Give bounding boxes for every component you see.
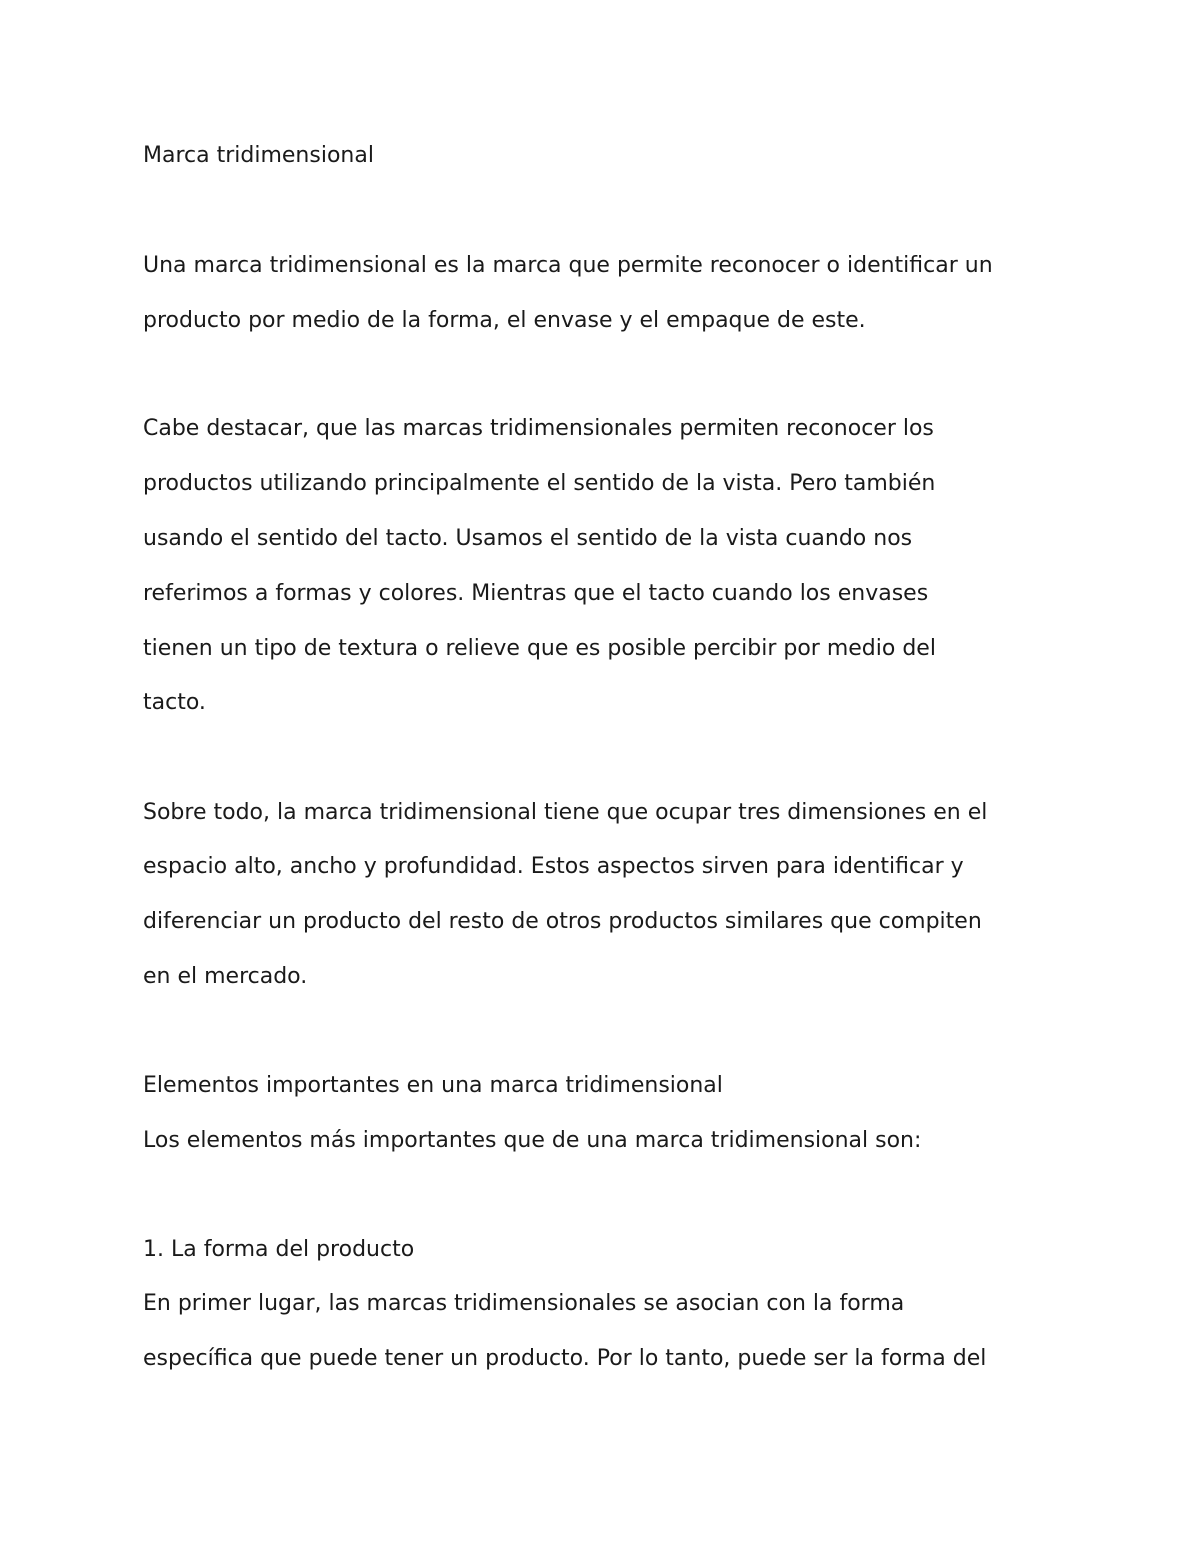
- paragraph-2-line-5: tienen un tipo de textura o relieve que es posible percibir por medio del: [143, 636, 936, 661]
- item-1-heading: 1. La forma del producto: [143, 1237, 415, 1262]
- paragraph-3-line-3: diferenciar un producto del resto de otros productos similares que compiten: [143, 909, 982, 934]
- paragraph-1-line-1: Una marca tridimensional es la marca que permite reconocer o identificar un: [143, 253, 993, 278]
- paragraph-3-line-2: espacio alto, ancho y profundidad. Estos aspectos sirven para identificar y: [143, 854, 964, 879]
- section-intro: Los elementos más importantes que de una marca tridimensional son:: [143, 1128, 922, 1153]
- paragraph-2-line-1: Cabe destacar, que las marcas tridimensionales permiten reconocer los: [143, 416, 934, 441]
- paragraph-3-line-1: Sobre todo, la marca tridimensional tiene que ocupar tres dimensiones en el: [143, 800, 988, 825]
- paragraph-2-line-3: usando el sentido del tacto. Usamos el sentido de la vista cuando nos: [143, 526, 913, 551]
- section-heading: Elementos importantes en una marca tridimensional: [143, 1073, 723, 1098]
- item-1-text-line-1: En primer lugar, las marcas tridimensionales se asocian con la forma: [143, 1291, 905, 1316]
- document-title: Marca tridimensional: [143, 143, 374, 168]
- paragraph-2-line-2: productos utilizando principalmente el sentido de la vista. Pero también: [143, 471, 936, 496]
- item-1-text-line-2: específica que puede tener un producto. Por lo tanto, puede ser la forma del: [143, 1346, 987, 1371]
- paragraph-2-line-6: tacto.: [143, 690, 206, 715]
- paragraph-2-line-4: referimos a formas y colores. Mientras que el tacto cuando los envases: [143, 581, 929, 606]
- paragraph-3-line-4: en el mercado.: [143, 964, 308, 989]
- paragraph-1-line-2: producto por medio de la forma, el envase y el empaque de este.: [143, 308, 866, 333]
